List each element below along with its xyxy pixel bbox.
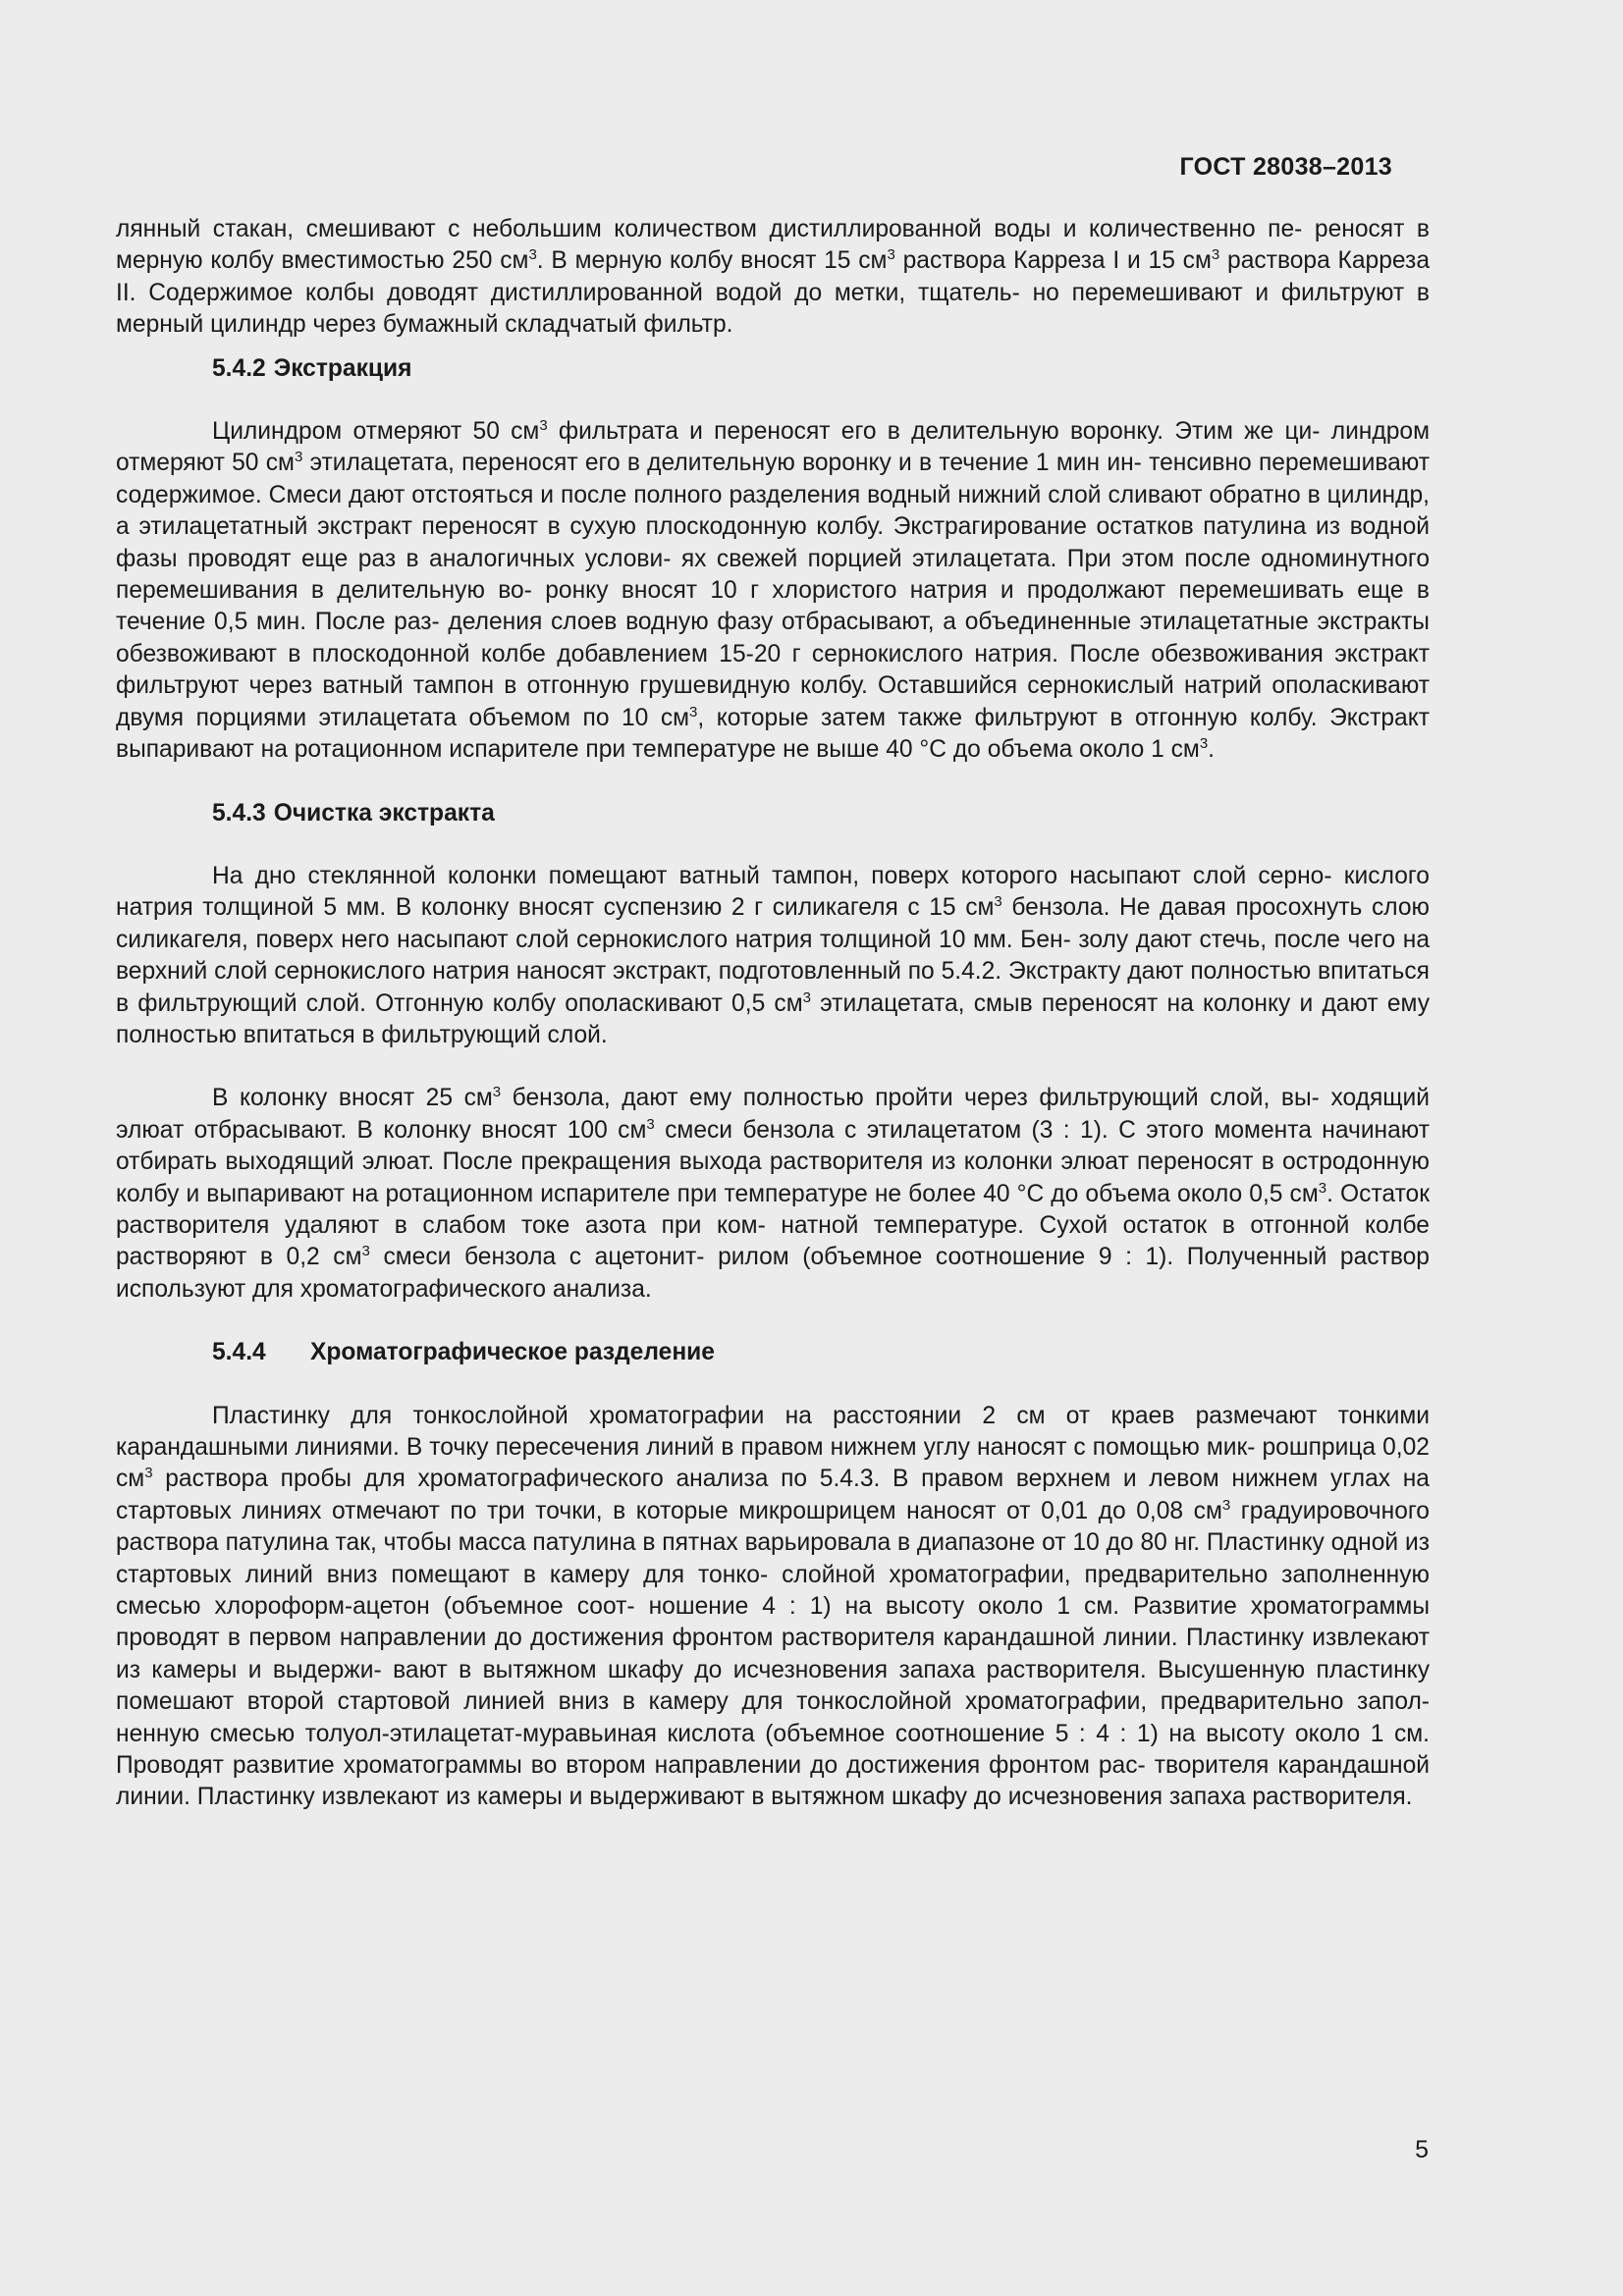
text-run: , которые затем также фильтруют в отгонную колбу. Экстракт выпаривают на ротационном испарителе при температуре не выше 40 °С до объема около 1 см — [116, 704, 1430, 764]
superscript-cube: 3 — [994, 893, 1002, 911]
intro-text-5: 15 см — [1148, 247, 1212, 275]
page-number: 5 — [1415, 2136, 1429, 2163]
text-run: тенсивно перемешивают содержимое. Смеси дают отстояться и после полного разделения водный нижний слой сливают обратно в цилиндр, а этилацетатный экстракт переносят в сухую плоскодонную колбу. Экстрагирование остатков патулина из водной фазы проводят еще раз в аналогичных услови- — [116, 450, 1430, 572]
intro-paragraph — [116, 214, 1430, 342]
text-run: В колонку вносят 25 см — [212, 1085, 493, 1112]
superscript-cube: 3 — [294, 449, 303, 466]
text-run: . — [1208, 736, 1215, 764]
section-heading-5-4-4 — [116, 1337, 1430, 1368]
superscript-cube: 3 — [144, 1465, 153, 1482]
superscript-cube: 3 — [361, 1243, 370, 1260]
superscript-cube: 3 — [1199, 735, 1209, 753]
text-run: натной температуре. Сухой остаток в отгонной колбе растворяют в 0,2 см — [116, 1211, 1430, 1271]
section-title: Очистка экстракта — [273, 799, 495, 827]
text-run: золу дают стечь, после чего на верхний слой сернокислого натрия наносят экстракт, подготовленный по 5.4.2. Экстракту дают полностью впитаться в фильтрующий слой. Отгонную колбу ополаскивают 0,5 см — [116, 926, 1430, 1017]
intro-text-7: но перемешивают и фильтруют в мерный цилиндр через бумажный складчатый фильтр. — [116, 279, 1430, 339]
intro-text-6: раствора Карреза II. Содержимое колбы доводят дистиллированной водой до метки, тщатель- — [116, 247, 1431, 306]
text-run: ношение 4 : 1) на высоту около 1 см. Развитие хроматограммы проводят в первом направлении до достижения фронтом растворителя карандашной линии. Пластинку извлекают из камеры и выдержи- — [116, 1593, 1430, 1683]
text-run: ронку вносят 10 г хлористого натрия и продолжают перемешивать еще в течение 0,5 мин. После раз- — [116, 577, 1430, 636]
text-run: этилацетата, переносят его в делительную воронку и в течение 1 мин ин- — [302, 450, 1142, 477]
chromatography-paragraph — [116, 1401, 1430, 1814]
cleanup-paragraph-1 — [116, 861, 1430, 1051]
text-run: бензола. Не давая просохнуть слою силикагеля, поверх него насыпают слой сернокислого натрия толщиной 10 мм. Бен- — [116, 894, 1430, 953]
text-run: ненную смесью толуол-этилацетат-муравьиная кислота (объемное соотношение 5 : 4 : 1) на высоту около 1 см. Проводят развитие хроматограммы во втором направлении до достижения фронтом рас- — [116, 1720, 1430, 1780]
superscript-cube: 3 — [802, 988, 811, 1006]
text-run: Пластинку для тонкослойной хроматографии на расстоянии 2 см от краев размечают тонкими карандашными линиями. В точку пересечения линий в правом нижнем углу наносят с помощью мик- — [116, 1402, 1430, 1461]
text-run: фильтрата и переносят его в делительную воронку. Этим же ци- — [547, 418, 1321, 446]
text-run: рошприца 0,02 см — [116, 1434, 1430, 1493]
intro-text-2: реносят в мерную колбу вместимостью 250 см — [116, 216, 1430, 275]
text-run: рилом (объемное соотношение 9 : 1). Полученный раствор используют для хроматографического анализа. — [116, 1244, 1430, 1303]
text-run: вают в вытяжном шкафу до исчезновения запаха растворителя. Высушенную пластинку помешают второй стартовой линией вниз в камеру для тонкослойной хроматографии, предварительно запол- — [116, 1656, 1431, 1716]
text-run: раствора пробы для хроматографического анализа по 5.4.3. В правом верхнем и левом нижнем углах на стартовых линиях отмечают по три точки, в которые микрошрицем наносят от 0,01 до 0,08 см — [116, 1466, 1430, 1524]
superscript-cube: 3 — [539, 417, 548, 435]
text-run: бензола, дают ему полностью пройти через фильтрующий слой, вы- — [501, 1085, 1320, 1112]
section-heading-5-4-2 — [116, 353, 1430, 385]
document-code: ГОСТ 28038–2013 — [1179, 153, 1392, 181]
text-run: этилацетата, смыв переносят на колонку и дают ему полностью впитаться в фильтрующий слой. — [116, 989, 1430, 1048]
superscript-cube: 3 — [1211, 246, 1220, 264]
text-run: кислого натрия толщиной 5 мм. В колонку вносят суспензию 2 г силикагеля с 15 см — [116, 862, 1430, 922]
text-run: линдром отмеряют 50 см — [116, 418, 1431, 477]
intro-text-3: . В мерную колбу вносят 15 см — [536, 247, 888, 275]
superscript-cube: 3 — [492, 1084, 502, 1101]
text-run: . Остаток растворителя удаляют в слабом токе азота при ком- — [116, 1180, 1430, 1239]
section-number: 5.4.2 — [212, 354, 266, 382]
superscript-cube: 3 — [528, 246, 537, 264]
superscript-cube: 3 — [1221, 1496, 1231, 1514]
text-run: ходящий элюат отбрасывают. В колонку вносят 100 см — [116, 1085, 1430, 1144]
extraction-paragraph — [116, 416, 1430, 766]
section-title: Экстракция — [273, 354, 412, 382]
text-run: Цилиндром отмеряют 50 см — [212, 418, 540, 446]
superscript-cube: 3 — [689, 703, 698, 721]
intro-text-4: раствора Карреза I и — [894, 247, 1141, 275]
document-body — [116, 214, 1430, 1814]
section-heading-5-4-3 — [116, 798, 1430, 829]
section-number: 5.4.3 — [212, 799, 266, 827]
text-run: слойной хроматографии, предварительно заполненную смесью хлороформ-ацетон (объемное соот- — [116, 1561, 1430, 1621]
text-run: смеси бензола с ацетонит- — [369, 1244, 705, 1271]
section-title: Хроматографическое разделение — [310, 1339, 715, 1366]
superscript-cube: 3 — [887, 246, 895, 264]
cleanup-paragraph-2 — [116, 1083, 1430, 1306]
text-run: творителя карандашной линии. Пластинку извлекают из камеры и выдерживают в вытяжном шкафу до исчезновения запаха растворителя. — [116, 1752, 1431, 1811]
superscript-cube: 3 — [646, 1115, 655, 1133]
text-run: ях свежей порцией этилацетата. При этом после одноминутного перемешивания в делительную во- — [116, 545, 1430, 605]
intro-text-1: лянный стакан, смешивают с небольшим количеством дистиллированной воды и количественно пе- — [116, 216, 1303, 242]
text-run: деления слоев водную фазу отбрасывают, а объединенные этилацетатные экстракты обезвоживают в плоскодонной колбе добавлением 15-20 г сернокислого натрия. После обезвоживания экстракт фильтруют через ватный тампон в отгонную грушевидную колбу. Оставшийся сернокислый натрий ополаскивают двумя порциями этилацетата объемом по 10 см — [116, 609, 1430, 731]
text-run: На дно стеклянной колонки помещают ватный тампон, поверх которого насыпают слой серно- — [212, 862, 1332, 889]
text-run: градуировочного раствора патулина так, чтобы масса патулина в пятнах варьировала в диапазоне от 10 до 80 нг. Пластинку одной из стартовых линий вниз помещают в камеру для тонко- — [116, 1497, 1430, 1588]
superscript-cube: 3 — [1318, 1179, 1327, 1197]
text-run: смеси бензола с этилацетатом (3 : 1). С этого момента начинают отбирать выходящий элюат. После прекращения выхода растворителя из колонки элюат переносят в остродонную колбу и выпаривают на ротационном испарителе при температуре не более 40 °С до объема около 0,5 см — [116, 1116, 1430, 1207]
section-number: 5.4.4 — [212, 1339, 266, 1366]
